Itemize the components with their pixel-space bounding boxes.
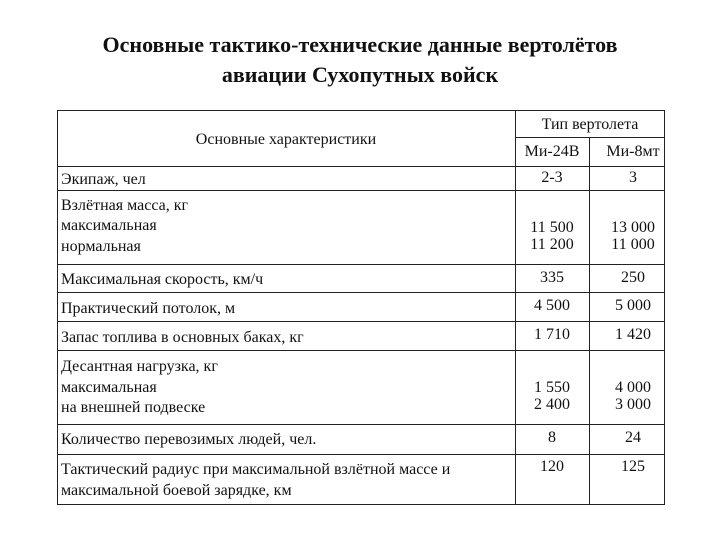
row-divider [57,264,665,265]
row-value: 2 400 [534,396,570,413]
header-helicopter-type: Тип вертолета [541,116,639,133]
row-label: Тактический радиус при максимальной взлётной массе и [61,461,451,478]
row-value: 3 [629,169,637,186]
document-title [60,30,660,90]
row-value: 125 [621,458,645,475]
table-border-top [57,110,665,111]
table-border-bottom [57,504,665,505]
row-label: нормальная [61,238,141,255]
row-label: Экипаж, чел [61,171,146,188]
row-value: 250 [621,269,645,286]
table-border-left [57,110,58,505]
row-value: 5 000 [615,297,651,314]
row-label: максимальная [61,379,157,396]
row-label: Десантная нагрузка, кг [61,358,218,375]
row-divider [57,166,665,167]
title-line-2: авиации Сухопутных войск [221,62,499,87]
row-value: 24 [625,429,641,446]
row-label: на внешней подвеске [61,399,206,416]
row-value: 2-3 [541,169,563,186]
row-value: 335 [540,269,564,286]
specs-table [57,110,665,505]
header-mi8mt: Ми-8мт [606,143,660,160]
header-mi24v: Ми-24В [524,143,580,160]
row-label: максимальной боевой зарядке, км [61,482,292,499]
row-value: 4 000 [615,379,651,396]
row-label: Практический потолок, м [61,300,236,317]
row-value: 8 [548,429,556,446]
row-label: Взлётная масса, кг [61,197,189,214]
row-divider [57,292,665,293]
row-label: максимальная [61,217,157,234]
column-divider [589,137,590,505]
row-divider [57,424,665,425]
row-value: 1 550 [534,379,570,396]
row-label: Максимальная скорость, км/ч [61,271,264,288]
row-value: 11 200 [530,236,574,253]
row-value: 1 420 [615,326,651,343]
row-value: 13 000 [611,219,655,236]
row-value: 11 500 [530,219,574,236]
row-divider [57,350,665,351]
title-line-1: Основные тактико-технические данные вертолётов [102,32,618,57]
row-label: Количество перевозимых людей, чел. [61,431,317,448]
row-value: 11 000 [611,236,655,253]
row-value: 4 500 [534,297,570,314]
row-value: 3 000 [615,396,651,413]
row-divider [57,321,665,322]
row-divider [57,190,665,191]
row-value: 1 710 [534,326,570,343]
header-divider [515,137,665,138]
row-label: Запас топлива в основных баках, кг [61,329,304,346]
row-value: 120 [540,458,564,475]
row-divider [57,454,665,455]
header-characteristics: Основные характеристики [195,131,377,148]
